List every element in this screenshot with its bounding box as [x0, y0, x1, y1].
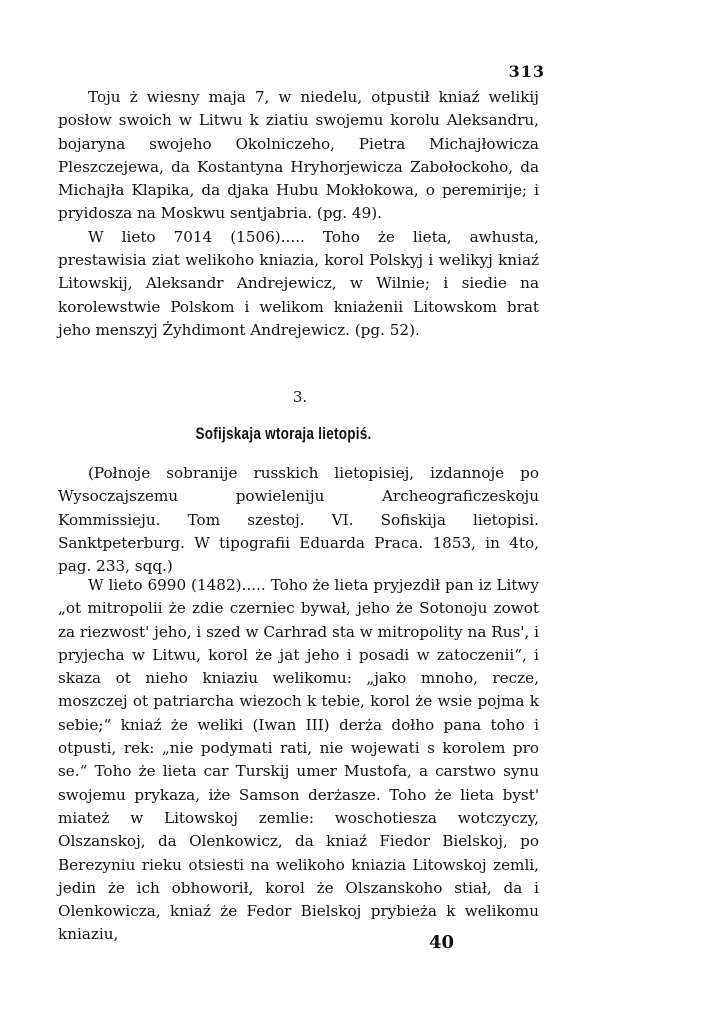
paragraph-year-6990: W lieto 6990 (1482)..... Toho że lieta pryjezdił pan iz Litwy „ot mitropolii że zdie czerniec bywał, jeho że Sotonoju zowot za riezwost' jeho, i szed w Carhrad sta w mitropolity na Rus', i pryjecha w Litwu, korol że jat jeho i posadi w zatoczenii“, i skaza ot nieho kniaziu welikomu: „jako mnoho, recze, moszczej ot patriarcha wiezoch k tebie, korol że wsie pojma k sebie;“ kniaź że weliki (Iwan III) derża dołho pana toho i otpusti, rek: „nie podymati rati, nie wojewati s korolem pro se.“ Toho że lieta car Turskij umer Mustofa, a carstwo synu swojemu prykaza, iże Samson derżasze. Toho że lieta byst' miateż w Litowskoj zemlie: woschotiesza wotczyczy, Olszanskoj, da Olenkowicz, da kniaź Fiedor Bielskoj, po Berezyniu rieku otsiesti na welikoho kniazia Litowskoj zemli, jedin że ich obhoworił, korol że Olszanskoho stiał, da i Olenkowicza, kniaź że Fedor Bielskoj prybieża k welikomu kniaziu, [58, 576, 539, 944]
main-text-block [58, 574, 539, 947]
section-title: Sofijskaja wtoraja lietopiś. [195, 425, 372, 443]
signature-mark: 40 [429, 932, 455, 953]
top-text-block [58, 86, 539, 342]
source-note-block [58, 462, 539, 578]
paragraph-year-7014: W lieto 7014 (1506)..... Toho że lieta, awhusta, prestawisia ziat welikoho kniazia, korol Polskyj i welikyj kniaź Litowskij, Aleksandr Andrejewicz, w Wilnie; i siedie na korolewstwie Polskom i welikom kniażenii Litowskom brat jeho menszyj Żyhdimont Andrejewicz. (pg. 52). [58, 227, 539, 339]
source-note: (Połnoje sobranije russkich lietopisiej, izdannoje po Wysoczajszemu powieleniju Archeograficzeskoju Kommissieju. Tom szestoj. VI. Sofiskija lietopisi. Sanktpeterburg. W tipografii Eduarda Praca. 1853, in 4to, pag. 233, sqq.) [58, 464, 539, 576]
paragraph-moscow-envoys: Toju ż wiesny maja 7, w niedelu, otpustił kniaź welikij posłow swoich w Litwu k ziatiu swojemu korolu Aleksandru, bojaryna swojeho Okolniczeho, Pietra Michajłowicza Pleszczejewa, da Kostantyna Hryhorjewicza Zabołockoho, da Michajła Klapika, da djaka Hubu Mokłokowa, o peremirije; i pryidosza na Moskwu sentjabria. (pg. 49). [58, 88, 539, 223]
page-number: 313 [508, 62, 545, 81]
section-number: 3. [292, 388, 308, 406]
